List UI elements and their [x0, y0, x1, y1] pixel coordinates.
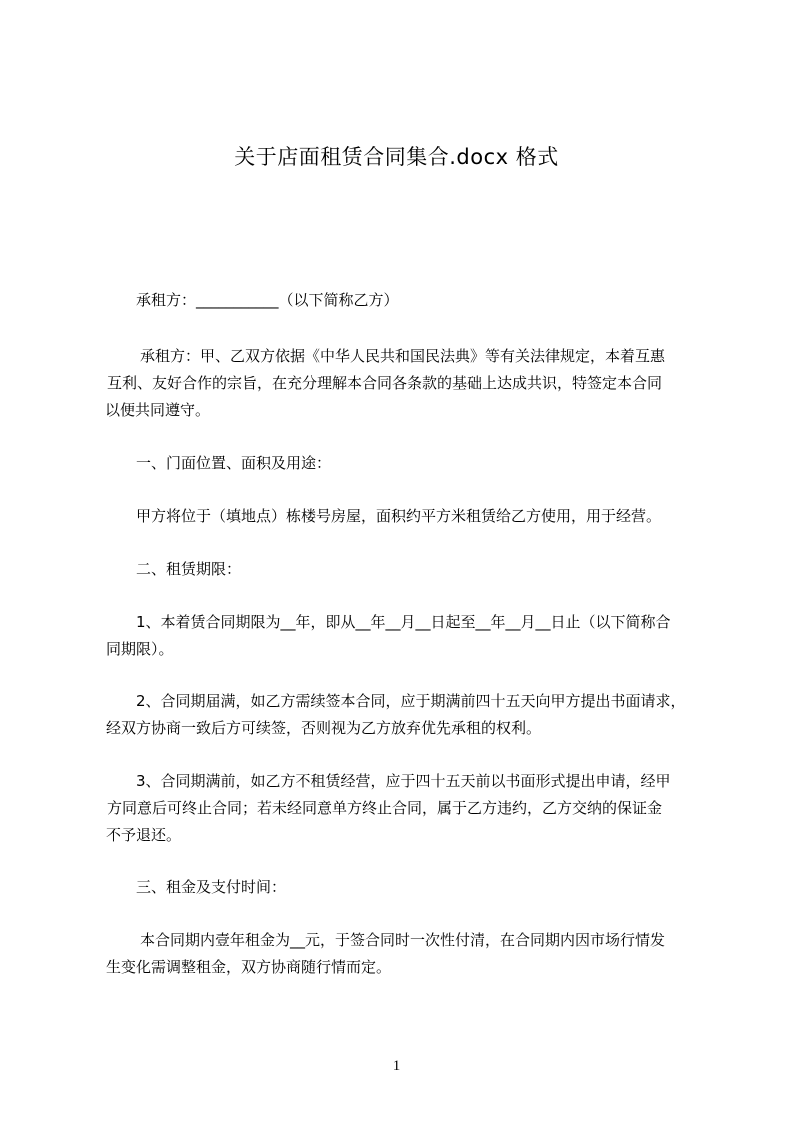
clause-2-3-line-3: 不予退还。 — [106, 826, 182, 844]
clause-2-1-line-1: 1、本着赁合同期限为__年，即从__年__月__日起至__年__月__日止（以下简称合 — [136, 613, 671, 631]
lessee-line: 承租方：___________（以下简称乙方） — [136, 291, 399, 309]
clause-2-2-line-2: 经双方协商一致后方可续签，否则视为乙方放弃优先承租的权利。 — [106, 719, 542, 737]
page-number: 1 — [392, 1058, 401, 1074]
preamble-line-3: 以便共同遵守。 — [105, 401, 211, 419]
clause-2-3-line-1: 3、合同期满前，如乙方不租赁经营，应于四十五天前以书面形式提出申请，经甲 — [136, 772, 671, 790]
preamble-line-2: 互利、友好合作的宗旨，在充分理解本合同各条款的基础上达成共识，特签定本合同 — [107, 374, 663, 392]
clause-2-3-line-2: 方同意后可终止合同；若未经同意单方终止合同，属于乙方违约，乙方交纳的保证金 — [107, 799, 663, 817]
section-3-body-line-1: 本合同期内壹年租金为__元，于签合同时一次性付清，在合同期内因市场行情发 — [140, 931, 666, 949]
section-1-heading: 一、门面位置、面积及用途： — [136, 454, 332, 472]
section-3-body-line-2: 生变化需调整租金，双方协商随行情而定。 — [106, 958, 392, 976]
clause-2-1-line-2: 同期限）。 — [106, 640, 174, 658]
clause-2-2-line-1: 2、合同期届满，如乙方需续签本合同，应于期满前四十五天向甲方提出书面请求， — [136, 692, 686, 710]
document-title: 关于店面租赁合同集合.docx 格式 — [234, 145, 559, 169]
section-2-heading: 二、租赁期限： — [136, 560, 242, 578]
preamble-line-1: 承租方：甲、乙双方依据《中华人民共和国民法典》等有关法律规定，本着互惠 — [140, 347, 666, 365]
section-1-body: 甲方将位于（填地点）栋楼号房屋，面积约平方米租赁给乙方使用，用于经营。 — [136, 507, 662, 525]
section-3-heading: 三、租金及支付时间： — [136, 878, 287, 896]
